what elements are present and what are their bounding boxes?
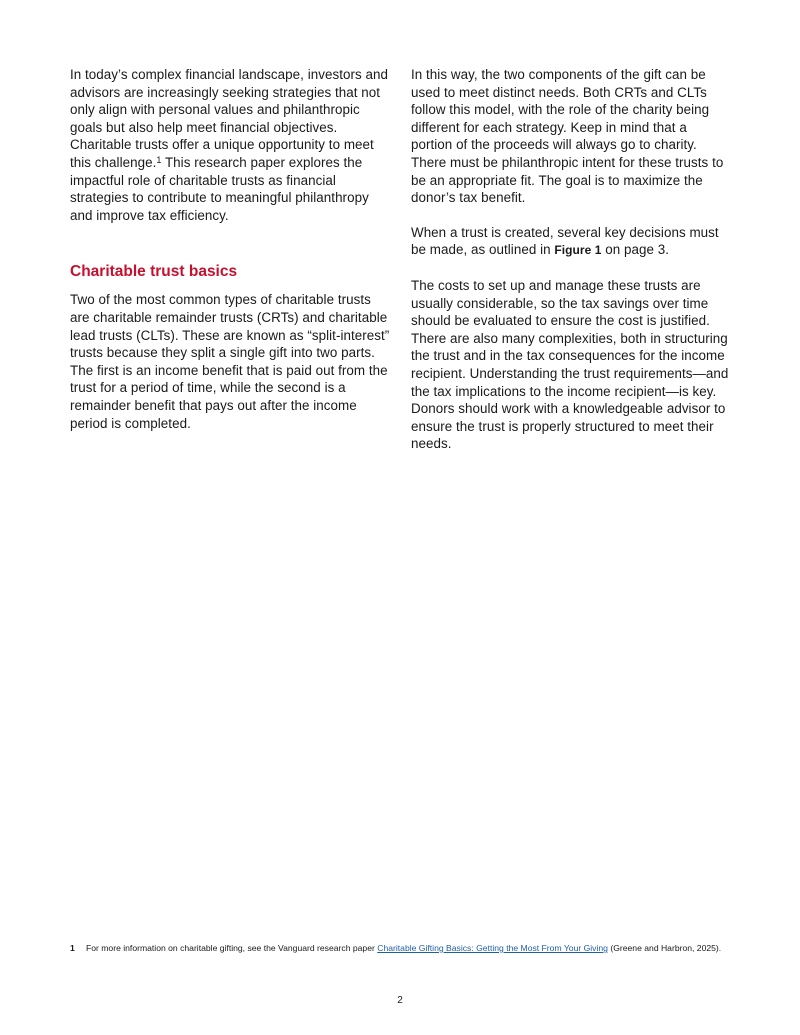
footnote-text-start: For more information on charitable gifting, see the Vanguard research paper [86, 943, 378, 953]
footnote-text [86, 942, 730, 955]
right-column [411, 66, 731, 453]
page-number: 2 [397, 995, 403, 1006]
section-heading: Charitable trust basics [70, 263, 238, 281]
components-paragraph: In this way, the two components of the gift can be used to meet distinct needs. Both CRTs and CLTs follow this model, with the role of the charity being different for each strategy. Keep in mind that a portion of the proceeds will always go to charity. There must be philanthropic intent for these trusts to be an appropriate fit. The goal is to maximize the donor’s tax benefit. [411, 67, 724, 206]
intro-text: In today’s complex financial landscape, investors and advisors are increasingly seeking strategies that not only align with personal values and philanthropic goals but also help meet financial objectives. Charitable trusts offer a unique opportunity to meet this challenge. [70, 67, 389, 170]
footnote-text-end: (Greene and Harbron, 2025). [607, 943, 722, 953]
decisions-text: When a trust is created, several key decisions must be made, as outlined in [411, 224, 719, 258]
intro-text-continued: This research paper explores the impactful role of charitable trusts as financial strategies to contribute to meaningful philanthropy and improve tax efficiency. [70, 154, 369, 223]
left-column [70, 66, 390, 432]
footnote-number: 1 [70, 943, 75, 953]
footnote [70, 942, 730, 955]
basics-paragraph: Two of the most common types of charitable trusts are charitable remainder trusts (CRTs) and charitable lead trusts (CLTs). These are known as “split-interest” trusts because they split a single gift into two parts. The first is an income benefit that is paid out from the trust for a period of time, while the second is a remainder benefit that pays out after the income period is completed. [70, 292, 390, 431]
intro-paragraph [70, 66, 390, 224]
costs-paragraph: The costs to set up and manage these trusts are usually considerable, so the tax savings over time should be evaluated to ensure the cost is justified. There are also many complexities, both in structuring the trust and in the tax consequences for the income recipient. Understanding the trust requirements—and the tax implications to the income recipient—is key. Donors should work with a knowledgeable advisor to ensure the trust is properly structured to meet their needs. [411, 277, 729, 452]
figure-reference: Figure 1 [554, 243, 602, 258]
footnote-reference[interactable]: 1 [156, 154, 162, 165]
decisions-text-end: on page 3. [601, 242, 670, 258]
research-paper-link[interactable]: Charitable Gifting Basics: Getting the Most From Your Giving [377, 943, 608, 953]
decisions-paragraph [411, 224, 731, 260]
